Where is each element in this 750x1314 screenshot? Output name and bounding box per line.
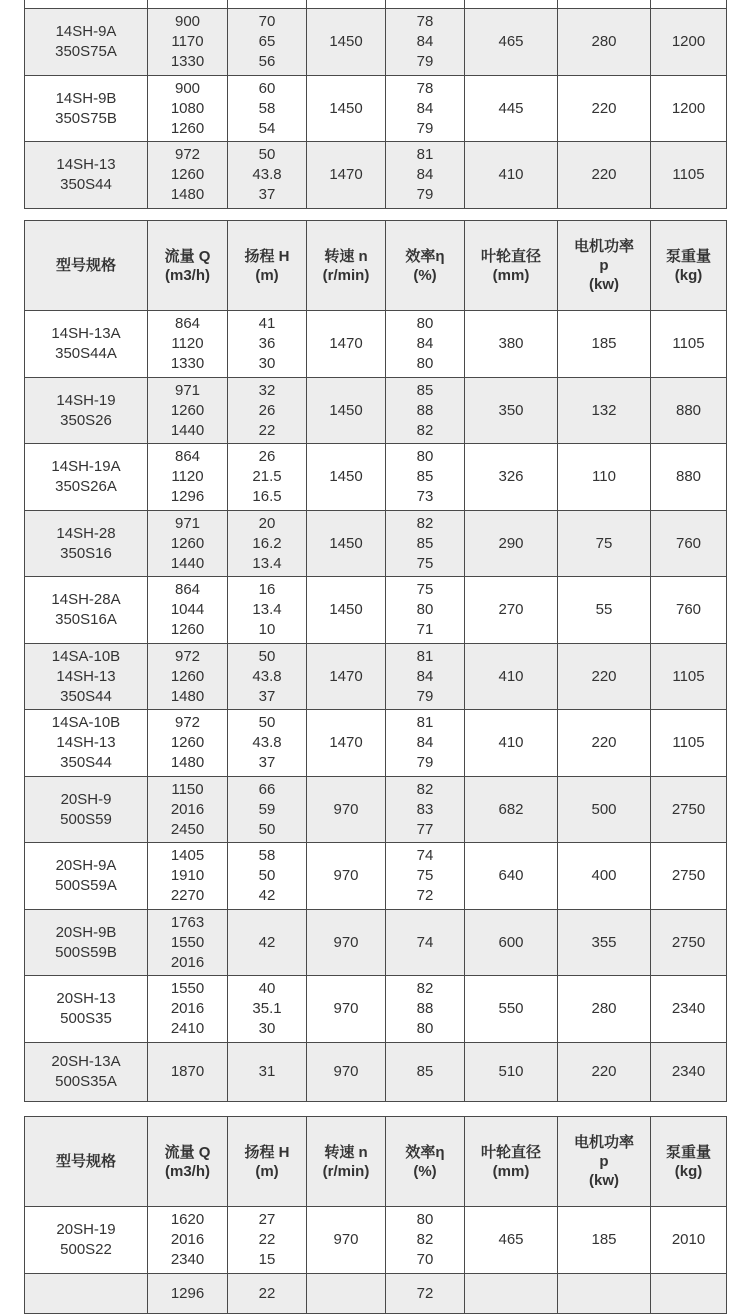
- table-body: [25, 311, 727, 1102]
- cell-speed-n: 1450: [307, 9, 386, 76]
- cell-efficiency: 72: [386, 1274, 465, 1314]
- cell-pump-weight: 1105: [651, 311, 727, 378]
- cell-speed-n: [307, 0, 386, 9]
- cell-motor-power: 185: [558, 311, 651, 378]
- cell-model: [25, 0, 148, 9]
- cell-motor-power: [558, 1274, 651, 1314]
- header-flow-q: 流量 Q (m3/h): [148, 1117, 228, 1207]
- cell-head-h: 50 43.8 37: [228, 142, 307, 209]
- header-motor-power: 电机功率 p (kw): [558, 1117, 651, 1207]
- cell-motor-power: 220: [558, 644, 651, 710]
- table-row: [25, 577, 727, 644]
- cell-head-h: 40 35.1 30: [228, 976, 307, 1043]
- table-body: [25, 0, 727, 209]
- cell-flow-q: 1550 2016 2410: [148, 976, 228, 1043]
- cell-model: 20SH-9 500S59: [25, 777, 148, 843]
- cell-speed-n: 1450: [307, 76, 386, 142]
- cell-flow-q: 971 1260 1440: [148, 511, 228, 577]
- cell-flow-q: 972 1260 1480: [148, 710, 228, 777]
- cell-model: 20SH-19 500S22: [25, 1207, 148, 1274]
- spec-table-3: [24, 1116, 727, 1314]
- cell-efficiency: 78 84 79: [386, 76, 465, 142]
- cell-efficiency: [386, 0, 465, 9]
- cell-speed-n: 970: [307, 1043, 386, 1102]
- table-row: [25, 142, 727, 209]
- table-row: [25, 511, 727, 577]
- cell-pump-weight: 1200: [651, 76, 727, 142]
- cell-pump-weight: 1105: [651, 644, 727, 710]
- cell-flow-q: 1296: [148, 1274, 228, 1314]
- cell-pump-weight: 2340: [651, 976, 727, 1043]
- cell-flow-q: 1405 1910 2270: [148, 843, 228, 910]
- cell-pump-weight: 2750: [651, 777, 727, 843]
- cell-speed-n: 1470: [307, 644, 386, 710]
- table-header: [25, 221, 727, 311]
- cell-pump-weight: [651, 0, 727, 9]
- cell-flow-q: 972 1260 1480: [148, 142, 228, 209]
- cell-model: 20SH-13A 500S35A: [25, 1043, 148, 1102]
- cell-pump-weight: 880: [651, 444, 727, 511]
- cell-model: 20SH-9A 500S59A: [25, 843, 148, 910]
- cell-model: 14SH-9A 350S75A: [25, 9, 148, 76]
- cell-impeller-diameter: 550: [465, 976, 558, 1043]
- cell-speed-n: 970: [307, 1207, 386, 1274]
- cell-efficiency: 80 82 70: [386, 1207, 465, 1274]
- cell-model: 14SH-19A 350S26A: [25, 444, 148, 511]
- table-row: [25, 76, 727, 142]
- cell-model: 20SH-9B 500S59B: [25, 910, 148, 976]
- cell-efficiency: 82 83 77: [386, 777, 465, 843]
- cell-head-h: 27 22 15: [228, 1207, 307, 1274]
- table-row: [25, 311, 727, 378]
- cell-head-h: 31: [228, 1043, 307, 1102]
- table-row: [25, 843, 727, 910]
- cell-impeller-diameter: 290: [465, 511, 558, 577]
- cell-model: 20SH-13 500S35: [25, 976, 148, 1043]
- header-pump-weight: 泵重量 (kg): [651, 1117, 727, 1207]
- cell-model: 14SH-9B 350S75B: [25, 76, 148, 142]
- cell-model: 14SA-10B 14SH-13 350S44: [25, 710, 148, 777]
- cell-motor-power: 110: [558, 444, 651, 511]
- cell-impeller-diameter: 510: [465, 1043, 558, 1102]
- cell-flow-q: 900 1170 1330: [148, 9, 228, 76]
- cell-efficiency: 74 75 72: [386, 843, 465, 910]
- table-row: [25, 9, 727, 76]
- cell-pump-weight: 1200: [651, 9, 727, 76]
- cell-head-h: 70 65 56: [228, 9, 307, 76]
- header-impeller-diameter: 叶轮直径 (mm): [465, 1117, 558, 1207]
- cell-motor-power: 55: [558, 577, 651, 644]
- cell-model: 14SH-13 350S44: [25, 142, 148, 209]
- cell-impeller-diameter: 410: [465, 142, 558, 209]
- cell-flow-q: 900 1080 1260: [148, 76, 228, 142]
- cell-speed-n: 970: [307, 976, 386, 1043]
- cell-motor-power: 355: [558, 910, 651, 976]
- cell-efficiency: 81 84 79: [386, 142, 465, 209]
- cell-flow-q: 1763 1550 2016: [148, 910, 228, 976]
- table-row: [25, 777, 727, 843]
- cell-efficiency: 80 85 73: [386, 444, 465, 511]
- cell-head-h: 16 13.4 10: [228, 577, 307, 644]
- cell-impeller-diameter: 682: [465, 777, 558, 843]
- cell-impeller-diameter: 445: [465, 76, 558, 142]
- table-row: [25, 0, 727, 9]
- cell-speed-n: 1450: [307, 577, 386, 644]
- cell-impeller-diameter: 410: [465, 710, 558, 777]
- spec-table-2: [24, 220, 727, 1102]
- table-row: [25, 1207, 727, 1274]
- cell-efficiency: 82 85 75: [386, 511, 465, 577]
- cell-motor-power: 220: [558, 142, 651, 209]
- cell-speed-n: 1470: [307, 311, 386, 378]
- table-row: [25, 644, 727, 710]
- header-motor-power: 电机功率 p (kw): [558, 221, 651, 311]
- cell-motor-power: 220: [558, 710, 651, 777]
- cell-head-h: 50 43.8 37: [228, 710, 307, 777]
- header-row: [25, 221, 727, 311]
- cell-speed-n: 1450: [307, 378, 386, 444]
- cell-pump-weight: 2750: [651, 843, 727, 910]
- cell-impeller-diameter: 270: [465, 577, 558, 644]
- cell-efficiency: 74: [386, 910, 465, 976]
- cell-speed-n: 1470: [307, 710, 386, 777]
- cell-flow-q: 864 1120 1296: [148, 444, 228, 511]
- cell-model: 14SH-28A 350S16A: [25, 577, 148, 644]
- header-impeller-diameter: 叶轮直径 (mm): [465, 221, 558, 311]
- cell-motor-power: 220: [558, 76, 651, 142]
- table-row: [25, 1274, 727, 1314]
- cell-efficiency: 81 84 79: [386, 644, 465, 710]
- cell-head-h: 32 26 22: [228, 378, 307, 444]
- cell-flow-q: 1150 2016 2450: [148, 777, 228, 843]
- cell-flow-q: 971 1260 1440: [148, 378, 228, 444]
- cell-pump-weight: 1105: [651, 142, 727, 209]
- cell-impeller-diameter: 410: [465, 644, 558, 710]
- cell-speed-n: 970: [307, 910, 386, 976]
- cell-pump-weight: 760: [651, 577, 727, 644]
- cell-pump-weight: 2340: [651, 1043, 727, 1102]
- cell-model: [25, 1274, 148, 1314]
- cell-head-h: 60 58 54: [228, 76, 307, 142]
- table-row: [25, 1043, 727, 1102]
- header-model: 型号规格: [25, 1117, 148, 1207]
- cell-flow-q: 864 1044 1260: [148, 577, 228, 644]
- cell-impeller-diameter: 350: [465, 378, 558, 444]
- cell-speed-n: [307, 1274, 386, 1314]
- cell-speed-n: 970: [307, 843, 386, 910]
- cell-efficiency: 80 84 80: [386, 311, 465, 378]
- table-header: [25, 1117, 727, 1207]
- cell-head-h: 41 36 30: [228, 311, 307, 378]
- cell-motor-power: 500: [558, 777, 651, 843]
- cell-impeller-diameter: [465, 0, 558, 9]
- cell-impeller-diameter: 326: [465, 444, 558, 511]
- cell-head-h: 66 59 50: [228, 777, 307, 843]
- cell-motor-power: 280: [558, 9, 651, 76]
- cell-motor-power: 220: [558, 1043, 651, 1102]
- cell-efficiency: 85 88 82: [386, 378, 465, 444]
- cell-head-h: 42: [228, 910, 307, 976]
- cell-efficiency: 85: [386, 1043, 465, 1102]
- cell-impeller-diameter: 380: [465, 311, 558, 378]
- table-row: [25, 444, 727, 511]
- cell-pump-weight: 760: [651, 511, 727, 577]
- cell-impeller-diameter: 465: [465, 1207, 558, 1274]
- header-model: 型号规格: [25, 221, 148, 311]
- spec-table-1: [24, 0, 727, 209]
- cell-flow-q: [148, 0, 228, 9]
- cell-efficiency: 81 84 79: [386, 710, 465, 777]
- cell-head-h: 22: [228, 1274, 307, 1314]
- cell-speed-n: 1450: [307, 511, 386, 577]
- cell-speed-n: 1450: [307, 444, 386, 511]
- cell-speed-n: 970: [307, 777, 386, 843]
- cell-pump-weight: 2750: [651, 910, 727, 976]
- cell-motor-power: 185: [558, 1207, 651, 1274]
- cell-head-h: 50 43.8 37: [228, 644, 307, 710]
- table-row: [25, 710, 727, 777]
- cell-flow-q: 864 1120 1330: [148, 311, 228, 378]
- cell-pump-weight: 2010: [651, 1207, 727, 1274]
- cell-flow-q: 1870: [148, 1043, 228, 1102]
- cell-motor-power: [558, 0, 651, 9]
- table-body: [25, 1207, 727, 1314]
- cell-impeller-diameter: 640: [465, 843, 558, 910]
- cell-motor-power: 280: [558, 976, 651, 1043]
- table-row: [25, 976, 727, 1043]
- cell-efficiency: 75 80 71: [386, 577, 465, 644]
- cell-flow-q: 972 1260 1480: [148, 644, 228, 710]
- cell-pump-weight: 880: [651, 378, 727, 444]
- cell-speed-n: 1470: [307, 142, 386, 209]
- cell-pump-weight: [651, 1274, 727, 1314]
- cell-model: 14SH-13A 350S44A: [25, 311, 148, 378]
- cell-impeller-diameter: [465, 1274, 558, 1314]
- table-row: [25, 910, 727, 976]
- header-head-h: 扬程 H (m): [228, 221, 307, 311]
- cell-head-h: 20 16.2 13.4: [228, 511, 307, 577]
- cell-head-h: 26 21.5 16.5: [228, 444, 307, 511]
- cell-impeller-diameter: 465: [465, 9, 558, 76]
- cell-motor-power: 132: [558, 378, 651, 444]
- cell-motor-power: 400: [558, 843, 651, 910]
- table-row: [25, 378, 727, 444]
- cell-impeller-diameter: 600: [465, 910, 558, 976]
- header-pump-weight: 泵重量 (kg): [651, 221, 727, 311]
- cell-head-h: 58 50 42: [228, 843, 307, 910]
- cell-efficiency: 82 88 80: [386, 976, 465, 1043]
- header-flow-q: 流量 Q (m3/h): [148, 221, 228, 311]
- cell-efficiency: 78 84 79: [386, 9, 465, 76]
- cell-head-h: [228, 0, 307, 9]
- cell-pump-weight: 1105: [651, 710, 727, 777]
- cell-flow-q: 1620 2016 2340: [148, 1207, 228, 1274]
- header-head-h: 扬程 H (m): [228, 1117, 307, 1207]
- header-row: [25, 1117, 727, 1207]
- header-speed-n: 转速 n (r/min): [307, 221, 386, 311]
- header-speed-n: 转速 n (r/min): [307, 1117, 386, 1207]
- header-efficiency: 效率η (%): [386, 1117, 465, 1207]
- cell-model: 14SA-10B 14SH-13 350S44: [25, 644, 148, 710]
- header-efficiency: 效率η (%): [386, 221, 465, 311]
- cell-model: 14SH-28 350S16: [25, 511, 148, 577]
- cell-model: 14SH-19 350S26: [25, 378, 148, 444]
- cell-motor-power: 75: [558, 511, 651, 577]
